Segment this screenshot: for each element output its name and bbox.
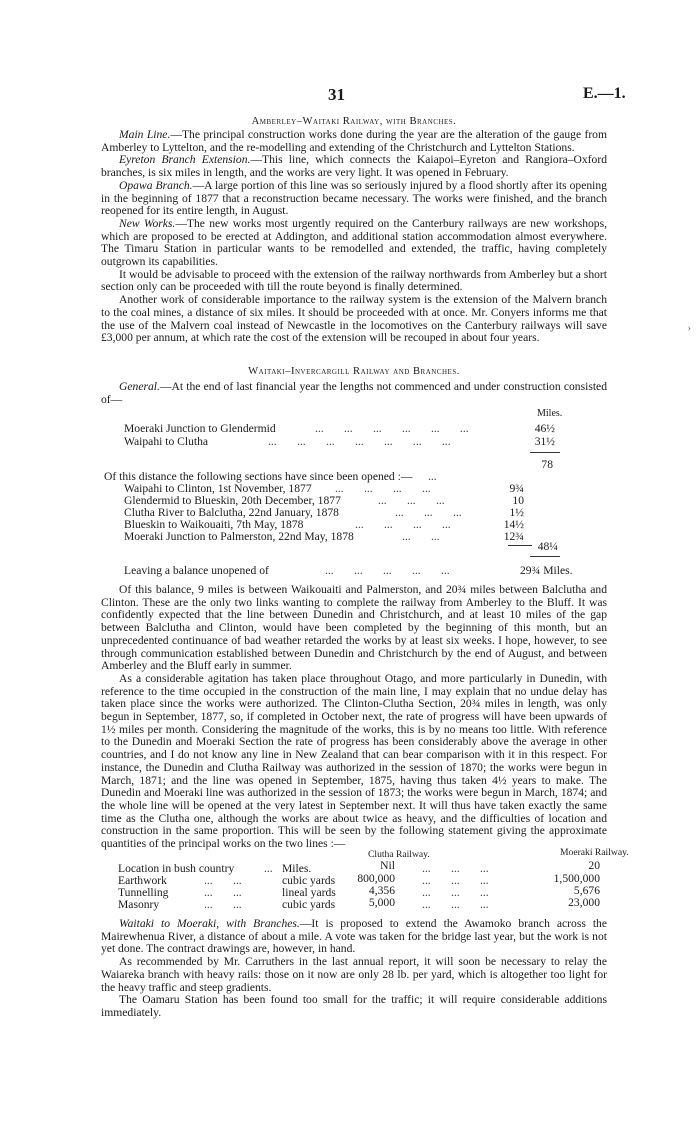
quantities-row-clutha: 5,000: [368, 896, 395, 909]
length-row-miles: 31½: [534, 435, 555, 448]
paragraph-text: —At the end of last financial year the lengths not commenced and under construction consisted of—: [101, 380, 607, 406]
quantities-header-moeraki: Moeraki Railway.: [560, 847, 629, 858]
page-number: 31: [328, 85, 345, 104]
closing-body: [101, 918, 607, 1020]
quantities-row-unit: Miles.: [282, 862, 312, 875]
margin-mark: ›: [687, 323, 691, 334]
quantities-row-clutha: Nil: [380, 859, 395, 872]
section1-body: [101, 129, 607, 345]
lengths-total: 78: [541, 458, 553, 471]
paragraph-lead: Main Line.: [119, 128, 171, 141]
leader-dots: ... ... ...: [395, 506, 462, 519]
sum-rule: [530, 452, 560, 453]
leader-dots: ... ...: [204, 874, 242, 887]
length-row-miles: 46½: [534, 422, 555, 435]
paragraph-lead: New Works.: [119, 216, 176, 230]
paragraph-waiareka: As recommended by Mr. Carruthers in the last annual report, it will soon be necessary to relay the Waiareka branch with heavy rails: those on it now are only 28 lb. per yard, which is altogether too light for the heavy traffic and steep gradients.: [101, 955, 607, 994]
report-reference: E.—1.: [583, 85, 626, 102]
paragraph-oamaru: The Oamaru Station has been found too small for the traffic; it will require considerable additions immediately.: [101, 993, 607, 1019]
balance-label: Leaving a balance unopened of: [124, 564, 269, 577]
quantities-row-item: Location in bush country: [118, 862, 235, 875]
paragraph-lead: Waitaki to Moeraki, with Branches.: [119, 917, 300, 930]
paragraph-balance: Of this balance, 9 miles is between Waikouaiti and Palmerston, and 20¾ miles between Balclutha and Clinton. These are the only two links wanting to complete the railway from Amberley to the Bluff. It was confidently expected that the line between Dunedin and Christchurch, and at least 10 miles of the gap between Balclutha and Clinton, would have been completed by the beginning of this month, but an unprecedented continuance of bad weather retarded the works by at least six weeks. I hope, however, to see through communication established between Dunedin and Christchurch by the end of August, and between Amberley and the Bluff early in summer.: [101, 583, 607, 673]
leader-dots: ... ... ...: [422, 862, 489, 875]
quantities-header-clutha: Clutha Railway.: [368, 849, 430, 860]
section-heading-amberley-waitaki: Amberley–Waitaki Railway, with Branches.: [251, 116, 457, 127]
paragraph-text: —A large portion of this line was so seriously injured by a flood shortly after its opening in the beginning of 1877 that a reconstruction became necessary. The works were finished, and the branch reopened for its entire length, in August.: [101, 178, 607, 218]
opened-row-label: Moeraki Junction to Palmerston, 22nd May, 1878: [124, 530, 354, 543]
paragraph-lead: Eyreton Branch Extension.: [119, 153, 251, 167]
section-heading-waitaki-invercargill: Waitaki–Invercargill Railway and Branches.: [248, 366, 460, 377]
length-row-label: Moeraki Junction to Glendermid: [124, 422, 276, 435]
miles-column-header: Miles.: [537, 408, 563, 419]
quantities-row-unit: lineal yards: [282, 886, 336, 899]
quantities-row-clutha: 4,356: [368, 884, 395, 897]
general-paragraph: [101, 381, 607, 406]
paragraph-agitation: As a considerable agitation has taken place throughout Otago, and more particularly in Dunedin, with reference to the time occupied in the construction of the main line, I may explain that no undue delay has taken place since the works were authorized. The Clinton-Clutha Section, 20¾ miles in length, was only begun in September, 1877, so, if completed in October next, the rate of progress will have been upwards of 1½ miles per month. Considering the magnitude of the works, this is by no means too little. With reference to the Dunedin and Moeraki Section the rate of progress has been considerably above the average in other countries, and I do not know any line in New Zealand that can bear comparison with it in this respect. For instance, the Dunedin and Clutha Railway was authorized in the session of 1870; the works were begun in March, 1871; and the line was opened in September, 1875, having thus taken 4½ years to make. The Dunedin and Moeraki line was authorized in the session of 1873; the works were begun in March, 1874; and the whole line will be opened at the very latest in September next. It will thus have taken exactly the same time as the Clutha one, although the works are about twice as heavy, and the difficulties of location and construction in the same proportion. This will be seen by the following statement giving the approximate quantities of the principal works on the two lines :—: [101, 671, 607, 851]
paragraph-main-line: [101, 129, 607, 154]
quantities-row-moeraki: 5,676: [573, 884, 600, 897]
leader-dots: ... ... ... ... ... ... ...: [268, 435, 451, 448]
quantities-row-item: Tunnelling: [118, 886, 169, 899]
leader-dots: ... ... ... ... ...: [325, 564, 450, 577]
paragraph-eyreton: [101, 154, 607, 179]
paragraph-lead: General.: [119, 380, 160, 393]
opened-row-miles: 1½: [509, 506, 524, 519]
quantities-row-unit: cubic yards: [282, 898, 336, 911]
opened-total: 48¼: [537, 540, 558, 553]
leader-dots: ... ... ...: [422, 874, 489, 887]
leader-dots: ... ... ... ...: [355, 518, 451, 531]
leader-dots: ... ...: [204, 886, 242, 899]
opened-row-miles: 10: [512, 494, 524, 507]
quantities-row-item: Earthwork: [118, 874, 167, 887]
quantities-row-clutha: 800,000: [357, 872, 395, 885]
quantities-row-item: Masonry: [118, 898, 160, 911]
paragraph-text: —The principal construction works done during the year are the alteration of the gauge from Amberley to Lyttelton, and the re-modelling and extending of the Christchurch and Lyttelton Stations.: [101, 128, 607, 154]
balance-value: 29¾ Miles.: [520, 564, 573, 577]
sum-rule: [530, 556, 560, 557]
opened-row-label: Glendermid to Blueskin, 20th December, 1877: [124, 494, 341, 507]
paragraph-malvern: Another work of considerable importance to the railway system is the extension of the Malvern branch to the coal mines, a distance of six miles. It should be proceeded with at once. Mr. Conyers informs me that the use of the Malvern coal instead of Newcastle in the locomotives on the Canterbury railways will save £3,000 per annum, at which rate the cost of the extension will be recouped in about four years.: [101, 293, 607, 345]
leader-dots: ... ...: [204, 898, 242, 911]
opened-row-label: Clutha River to Balclutha, 22nd January, 1878: [124, 506, 339, 519]
opened-row-label: Blueskin to Waikouaiti, 7th May, 1878: [124, 518, 304, 531]
paragraph-waitaki-moeraki: [101, 918, 607, 956]
opened-row-label: Waipahi to Clinton, 1st November, 1877: [124, 482, 312, 495]
leader-dots: ...: [264, 862, 273, 875]
quantities-row-moeraki: 20: [588, 859, 600, 872]
leader-dots: ...: [428, 470, 437, 483]
section2-body: [101, 584, 607, 851]
leader-dots: ... ... ...: [422, 886, 489, 899]
leader-dots: ... ... ...: [378, 494, 445, 507]
opened-row-miles: 9¾: [509, 482, 524, 495]
opened-intro: Of this distance the following sections have since been opened :—: [104, 470, 413, 483]
paragraph-extension-north: It would be advisable to proceed with the extension of the railway northwards from Amberley but a short section only can be proceeded with till the route beyond is finally determined.: [101, 267, 607, 294]
opened-row-miles: 14½: [503, 518, 524, 531]
paragraph-text: —This line, which connects the Kaiapoi–Eyreton and Rangiora–Oxford branches, is six miles in length, and the works are very light. It was opened in February.: [101, 153, 607, 180]
length-row-label: Waipahi to Clutha: [124, 435, 209, 448]
leader-dots: ... ...: [402, 530, 440, 543]
quantities-row-unit: cubic yards: [282, 874, 336, 887]
paragraph-opawa: [101, 180, 607, 218]
leader-dots: ... ... ... ...: [335, 482, 431, 495]
leader-dots: ... ... ...: [422, 898, 489, 911]
paragraph-text: —The new works most urgently required on the Canterbury railways are new workshops, which are proposed to be erected at Addington, and additional station accommodation almost everywhere. The Timaru Station in particular wants to be remodelled and extended, the traffic, having completely outgrown its capabilities.: [101, 216, 608, 269]
opened-row-miles: 12¾: [503, 530, 524, 543]
paragraph-new-works: [101, 218, 607, 269]
paragraph-text: —It is proposed to extend the Awamoko branch across the Mairewhenua River, a distance of about a mile. A vote was taken for the bridge last year, but the work is not yet done. The contract drawings are, however, in hand.: [101, 917, 607, 956]
paragraph-lead: Opawa Branch.: [119, 178, 193, 192]
quantities-row-moeraki: 1,500,000: [553, 872, 600, 885]
leader-dots: ... ... ... ... ... ...: [315, 422, 469, 435]
quantities-row-moeraki: 23,000: [568, 896, 600, 909]
